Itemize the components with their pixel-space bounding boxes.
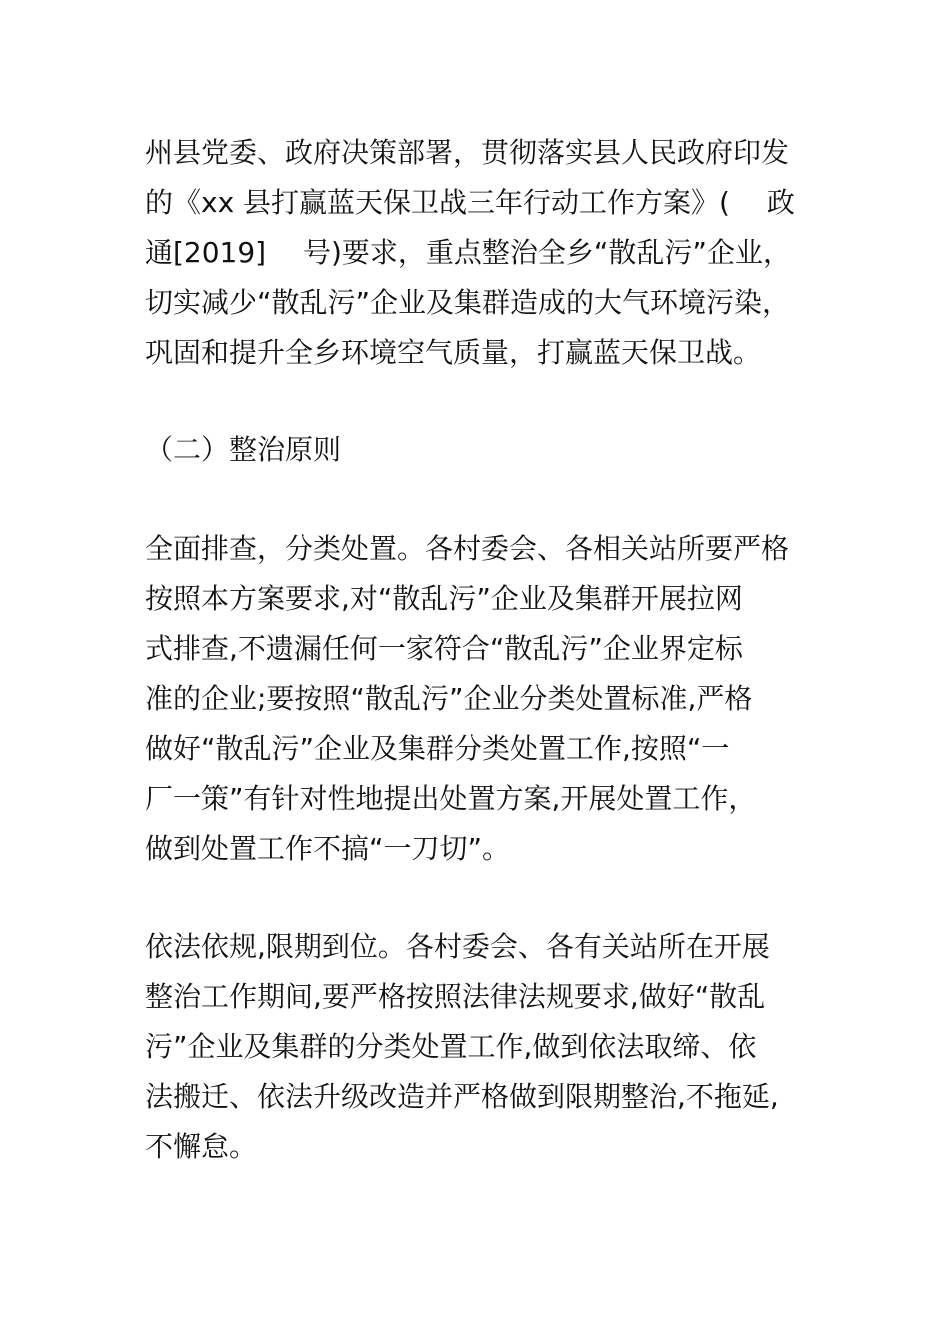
paragraph-2-line: 式排查,不遗漏任何一家符合“散乱污”企业界定标 (145, 632, 743, 665)
paragraph-1-line: 巩固和提升全乡环境空气质量，打赢蓝天保卫战。 (145, 336, 762, 369)
paragraph-3-line: 整治工作期间,要严格按照法律法规要求,做好“散乱 (145, 980, 766, 1013)
section-heading: （二）整治原则 (145, 433, 342, 466)
paragraph-3-line: 不懈怠。 (145, 1130, 258, 1163)
paragraph-1-line: 州县党委、政府决策部署，贯彻落实县人民政府印发 (145, 136, 790, 169)
paragraph-2 (145, 524, 825, 874)
paragraph-2-line: 全面排查，分类处置。各村委会、各相关站所要严格 (145, 532, 790, 565)
paragraph-1-line: 切实减少“散乱污”企业及集群造成的大气环境污染， (145, 286, 791, 319)
paragraph-1-line: 通[2019] 号)要求，重点整治全乡“散乱污”企业， (145, 236, 791, 269)
paragraph-1-line: 的《xx 县打赢蓝天保卫战三年行动工作方案》( 政 (145, 186, 795, 219)
paragraph-2-line: 厂一策”有针对性地提出处置方案,开展处置工作， (145, 782, 757, 815)
paragraph-2-line: 做好“散乱污”企业及集群分类处置工作,按照“一 (145, 732, 730, 765)
paragraph-3 (145, 922, 825, 1172)
paragraph-3-line: 污”企业及集群的分类处置工作,做到依法取缔、依 (145, 1030, 757, 1063)
section-heading-block (145, 425, 825, 475)
paragraph-2-line: 做到处置工作不搞“一刀切”。 (145, 832, 511, 865)
paragraph-2-line: 按照本方案要求,对“散乱污”企业及集群开展拉网 (145, 582, 743, 615)
paragraph-3-line: 法搬迁、依法升级改造并严格做到限期整治,不拖延, (145, 1080, 779, 1113)
paragraph-3-line: 依法依规,限期到位。各村委会、各有关站所在开展 (145, 930, 770, 963)
paragraph-1 (145, 128, 825, 378)
paragraph-2-line: 准的企业;要按照“散乱污”企业分类处置标准,严格 (145, 682, 753, 715)
